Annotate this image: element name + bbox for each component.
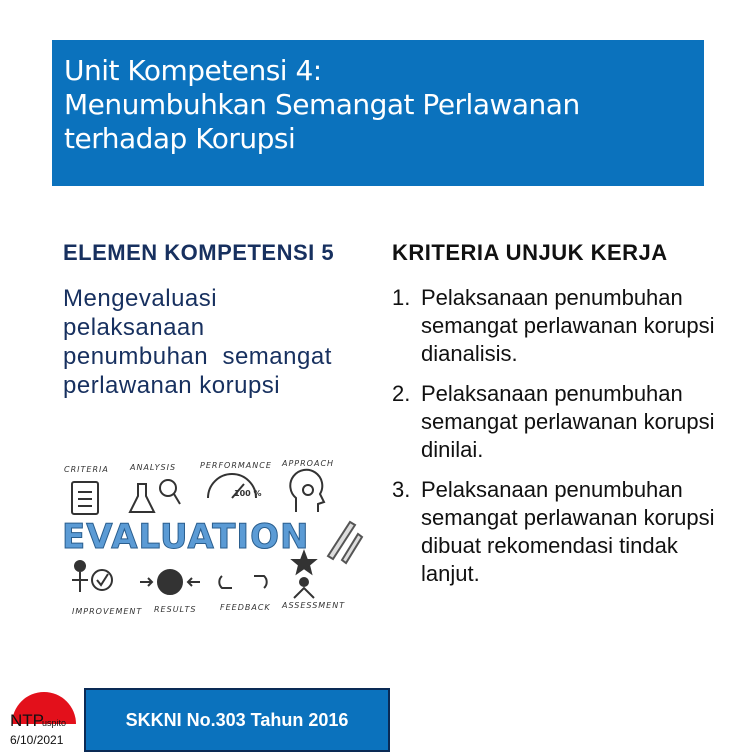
feedback-arrows-icon (219, 576, 266, 588)
kriteria-list (392, 284, 742, 600)
kriteria-item (392, 380, 742, 464)
pencil-icon (328, 522, 362, 563)
elemen-heading: ELEMEN KOMPETENSI 5 (63, 240, 335, 265)
kriteria-item (392, 476, 742, 588)
label-analysis: ANALYSIS (130, 463, 177, 472)
label-feedback: FEEDBACK (220, 603, 271, 612)
label-approach: APPROACH (282, 459, 335, 468)
assessment-star-icon (293, 552, 315, 598)
label-results: RESULTS (154, 605, 197, 614)
kriteria-item-text: Pelaksanaan penumbuhan semangat perlawanan korupsi dianalisis. (421, 285, 715, 366)
results-icon (140, 570, 200, 594)
label-performance: PERFORMANCE (200, 461, 272, 470)
evaluation-illustration (58, 448, 368, 618)
kriteria-item-text: Pelaksanaan penumbuhan semangat perlawanan korupsi dinilai. (421, 381, 715, 462)
label-improvement: IMPROVEMENT (72, 607, 143, 616)
flask-magnifier-icon (130, 480, 180, 512)
title-line-1: Unit Kompetensi 4: (64, 54, 322, 87)
kriteria-heading: KRITERIA UNJUK KERJA (392, 240, 668, 265)
title-line-2: Menumbuhkan Semangat Perlawanan (64, 88, 580, 121)
footer-date: 6/10/2021 (10, 733, 64, 747)
kriteria-item-text: Pelaksanaan penumbuhan semangat perlawanan korupsi dibuat rekomendasi tindak lanjut. (421, 477, 715, 586)
label-assessment: ASSESSMENT (282, 601, 346, 610)
evaluation-word: EVALUATION (62, 517, 310, 557)
gauge-text: 100 % (234, 489, 262, 498)
elemen-line-4: perlawanan korupsi (63, 372, 281, 399)
label-criteria: CRITERIA (64, 465, 109, 474)
kriteria-item-number: 3. (392, 477, 411, 502)
person-check-icon (72, 561, 112, 592)
elemen-line-3: penumbuhan semangat (63, 343, 332, 370)
kriteria-item-number: 2. (392, 381, 411, 406)
logo-subtext: uspito (42, 718, 67, 728)
kriteria-item (392, 284, 742, 368)
title-line-3: terhadap Korupsi (64, 122, 296, 155)
kriteria-item-number: 1. (392, 285, 411, 310)
skkni-badge (84, 688, 390, 752)
elemen-description (63, 284, 363, 400)
clipboard-icon (72, 482, 98, 514)
logo-text: NTP (10, 711, 44, 730)
title-banner (52, 40, 704, 186)
head-gears-icon (290, 470, 324, 512)
elemen-line-1: Mengevaluasi (63, 285, 218, 312)
skkni-text: SKKNI No.303 Tahun 2016 (125, 709, 349, 730)
elemen-line-2: pelaksanaan (63, 314, 205, 341)
